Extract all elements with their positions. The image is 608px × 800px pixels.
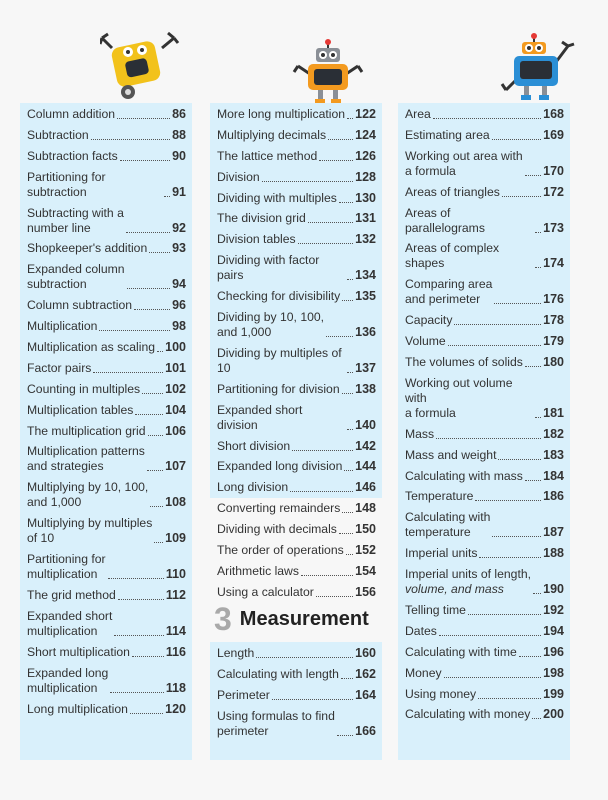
- dot-leader: [535, 267, 541, 268]
- dot-leader: [150, 506, 163, 507]
- toc-entry-title: Division: [217, 169, 260, 184]
- toc-entry-title: Working out area with a formula: [405, 148, 523, 178]
- toc-entry: [217, 170, 376, 185]
- dot-leader: [135, 414, 163, 415]
- toc-entry: [405, 687, 564, 702]
- toc-entry: [27, 516, 186, 546]
- toc-entry-title: Capacity: [405, 313, 453, 328]
- toc-entry-title: Calculating with money: [405, 707, 531, 722]
- toc-entry-page: 108: [165, 495, 186, 510]
- dot-leader: [91, 139, 170, 140]
- dot-leader: [117, 118, 170, 119]
- dot-leader: [439, 635, 541, 636]
- toc-entry-page: 178: [543, 313, 564, 328]
- toc-entry: [405, 448, 564, 463]
- toc-entry: [217, 253, 376, 283]
- toc-entry-page: 126: [355, 148, 376, 163]
- dot-leader: [339, 202, 353, 203]
- toc-entry-title: Estimating area: [405, 127, 490, 142]
- toc-entry: [27, 702, 186, 717]
- toc-entry-page: 183: [543, 447, 564, 462]
- toc-entry: [27, 262, 186, 292]
- toc-entry: [217, 211, 376, 226]
- toc-entry: [27, 128, 186, 143]
- dot-leader: [142, 393, 163, 394]
- toc-entry-page: 94: [172, 277, 186, 292]
- toc-entry: [217, 232, 376, 247]
- toc-entry: [217, 667, 376, 682]
- dot-leader: [301, 575, 353, 576]
- toc-entry: [405, 469, 564, 484]
- dot-leader: [126, 232, 170, 233]
- toc-entry-page: 179: [543, 334, 564, 349]
- toc-entry: [405, 185, 564, 200]
- dot-leader: [328, 139, 353, 140]
- toc-entry-page: 180: [543, 355, 564, 370]
- toc-entry: [217, 107, 376, 122]
- dot-leader: [298, 243, 354, 244]
- toc-entry-page: 182: [543, 426, 564, 441]
- toc-entry-title: Calculating with temperature: [405, 510, 491, 540]
- toc-entry-page: 196: [543, 644, 564, 659]
- toc-entry-page: 116: [165, 644, 186, 659]
- toc-entry-title: Short multiplication: [27, 644, 130, 659]
- toc-entry: [217, 310, 376, 340]
- toc-entry: [27, 206, 186, 236]
- toc-entry-page: 104: [165, 402, 186, 417]
- toc-entry-title: Telling time: [405, 603, 466, 618]
- toc-entry-title: Mass and weight: [405, 447, 497, 462]
- toc-entry-page: 199: [543, 686, 564, 701]
- toc-entry: [27, 361, 186, 376]
- toc-entry-title: Volume: [405, 334, 446, 349]
- toc-entry: [27, 149, 186, 164]
- dot-leader: [444, 677, 542, 678]
- toc-entry-title: Imperial units of length, volume, and mass: [405, 567, 532, 597]
- toc-entry-page: 200: [543, 707, 564, 722]
- robot-yellow-icon: [100, 30, 180, 105]
- dot-leader: [308, 222, 353, 223]
- dot-leader: [272, 699, 353, 700]
- toc-entry-page: 190: [543, 582, 564, 597]
- toc-entry-title: Calculating with length: [217, 666, 339, 681]
- toc-entry-page: 96: [172, 298, 186, 313]
- toc-entry-title: The order of operations: [217, 543, 344, 558]
- dot-leader: [479, 557, 541, 558]
- toc-entry-title: Column addition: [27, 107, 116, 121]
- toc-entry-page: 106: [165, 423, 186, 438]
- toc-entry-page: 184: [543, 468, 564, 483]
- toc-entry: [405, 427, 564, 442]
- dot-leader: [535, 417, 541, 418]
- toc-entry: [405, 707, 564, 722]
- dot-leader: [290, 491, 353, 492]
- toc-entry-page: 172: [543, 184, 564, 199]
- toc-entry-title: Area: [405, 107, 431, 121]
- toc-entry: [405, 334, 564, 349]
- toc-entry-title: Partitioning for division: [217, 381, 340, 396]
- toc-entry-title: Subtraction facts: [27, 148, 118, 163]
- toc-entry-page: 186: [543, 489, 564, 504]
- toc-entry-page: 118: [165, 680, 186, 695]
- toc-entry-page: 170: [543, 163, 564, 178]
- toc-entry: [217, 543, 376, 558]
- toc-entry-page: 131: [355, 211, 376, 226]
- toc-entry-page: 150: [355, 522, 376, 537]
- dot-leader: [342, 512, 353, 513]
- toc-entry-title: The multiplication grid: [27, 423, 146, 438]
- toc-entry-title: Money: [405, 665, 442, 680]
- toc-entry-page: 173: [543, 220, 564, 235]
- toc-entry-title: Using money: [405, 686, 477, 701]
- toc-entry-page: 90: [172, 148, 186, 163]
- dot-leader: [535, 232, 541, 233]
- toc-entry-title: Calculating with time: [405, 644, 517, 659]
- toc-entry-title: Long division: [217, 480, 289, 495]
- toc-entry-title: Mass: [405, 426, 435, 441]
- dot-leader: [132, 656, 164, 657]
- toc-entry: [217, 459, 376, 474]
- toc-entry-page: 130: [355, 190, 376, 205]
- toc-entry: [405, 624, 564, 639]
- toc-entry-title: Long multiplication: [27, 701, 128, 716]
- toc-entry: [405, 107, 564, 122]
- dot-leader: [147, 470, 163, 471]
- contents-column-measurement: [210, 642, 382, 760]
- dot-leader: [347, 372, 353, 373]
- toc-entry-title: Areas of triangles: [405, 184, 500, 199]
- toc-entry: [405, 313, 564, 328]
- toc-entry: [405, 603, 564, 618]
- toc-entry: [27, 552, 186, 582]
- toc-entry-title: Multiplying by 10, 100, and 1,000: [27, 480, 149, 510]
- toc-entry: [217, 346, 376, 376]
- dot-leader: [436, 438, 541, 439]
- toc-entry: [405, 546, 564, 561]
- toc-entry: [405, 376, 564, 421]
- toc-entry: [405, 241, 564, 271]
- toc-entry-title: Partitioning for multiplication: [27, 552, 106, 582]
- toc-entry: [27, 480, 186, 510]
- dot-leader: [492, 536, 541, 537]
- toc-entry-page: 166: [355, 723, 376, 738]
- toc-entry: [217, 191, 376, 206]
- robot-orange-icon: [288, 38, 368, 106]
- toc-entry-title: Using formulas to find perimeter: [217, 708, 335, 738]
- contents-column-1: [20, 103, 192, 760]
- toc-entry-page: 160: [355, 646, 376, 660]
- section-heading: [214, 603, 369, 635]
- toc-entry-page: 140: [355, 417, 376, 432]
- toc-entry-title: Dividing with decimals: [217, 522, 337, 537]
- toc-entry-title: Dates: [405, 623, 437, 638]
- toc-entry-page: 112: [165, 588, 186, 603]
- dot-leader: [492, 139, 541, 140]
- toc-entry-title: Expanded long multiplication: [27, 665, 109, 695]
- dot-leader: [346, 554, 353, 555]
- toc-entry-page: 132: [355, 232, 376, 247]
- toc-entry-page: 136: [355, 325, 376, 340]
- toc-entry: [405, 206, 564, 236]
- toc-entry: [27, 403, 186, 418]
- toc-entry-title: Dividing by multiples of 10: [217, 345, 342, 375]
- toc-entry-title: Expanded long division: [217, 459, 343, 474]
- toc-entry-page: 174: [543, 256, 564, 271]
- toc-entry-title: Expanded column subtraction: [27, 262, 125, 292]
- toc-entry-page: 148: [355, 501, 376, 516]
- toc-entry: [217, 289, 376, 304]
- dot-leader: [110, 692, 164, 693]
- toc-entry: [405, 355, 564, 370]
- toc-entry-page: 181: [543, 405, 564, 420]
- contents-column-2: [210, 103, 382, 599]
- toc-entry-title: The volumes of solids: [405, 355, 523, 370]
- toc-entry: [405, 149, 564, 179]
- toc-entry-title: Converting remainders: [217, 501, 341, 516]
- toc-entry-title: Dividing by 10, 100, and 1,000: [217, 310, 325, 340]
- toc-entry-page: 124: [355, 127, 376, 142]
- dot-leader: [149, 252, 170, 253]
- toc-entry-title: Perimeter: [217, 687, 270, 702]
- toc-entry: [217, 564, 376, 579]
- toc-entry-page: 86: [172, 107, 186, 121]
- toc-entry-page: 194: [543, 623, 564, 638]
- dot-leader: [502, 196, 541, 197]
- dot-leader: [127, 288, 171, 289]
- toc-entry-page: 146: [355, 480, 376, 495]
- dot-leader: [262, 181, 353, 182]
- toc-entry-page: 101: [165, 360, 186, 375]
- dot-leader: [468, 614, 541, 615]
- dot-leader: [339, 533, 353, 534]
- toc-entry: [217, 403, 376, 433]
- toc-entry: [217, 522, 376, 537]
- toc-entry-title: Shopkeeper's addition: [27, 241, 148, 256]
- toc-entry: [217, 501, 376, 516]
- toc-entry-title: Expanded short multiplication: [27, 608, 113, 638]
- toc-entry-page: 110: [165, 567, 186, 582]
- toc-entry-page: 91: [172, 184, 186, 199]
- dot-leader: [342, 393, 354, 394]
- toc-entry-page: 168: [543, 107, 564, 121]
- toc-entry: [27, 319, 186, 334]
- toc-entry-title: Length: [217, 646, 255, 660]
- dot-leader: [316, 596, 353, 597]
- toc-entry: [217, 709, 376, 739]
- toc-entry: [217, 439, 376, 454]
- toc-entry: [217, 688, 376, 703]
- toc-entry: [217, 646, 376, 661]
- toc-entry-page: 122: [355, 107, 376, 121]
- dot-leader: [256, 657, 353, 658]
- toc-entry-title: The lattice method: [217, 148, 318, 163]
- dot-leader: [341, 678, 353, 679]
- toc-entry: [405, 645, 564, 660]
- toc-entry-title: Column subtraction: [27, 298, 132, 313]
- dot-leader: [347, 279, 353, 280]
- toc-entry-title: Multiplication tables: [27, 402, 134, 417]
- toc-entry-page: 192: [543, 603, 564, 618]
- toc-entry: [27, 298, 186, 313]
- toc-entry: [217, 128, 376, 143]
- toc-entry-page: 128: [355, 169, 376, 184]
- toc-entry-page: 135: [355, 289, 376, 304]
- toc-entry-page: 88: [172, 127, 186, 142]
- toc-entry-title: Areas of complex shapes: [405, 241, 500, 271]
- toc-entry-title: Multiplying decimals: [217, 127, 327, 142]
- toc-entry-title: Factor pairs: [27, 360, 92, 375]
- toc-entry: [217, 382, 376, 397]
- toc-entry: [27, 645, 186, 660]
- toc-entry-title: More long multiplication: [217, 107, 346, 121]
- toc-entry-page: 188: [543, 546, 564, 561]
- dot-leader: [120, 160, 170, 161]
- dot-leader: [519, 656, 541, 657]
- toc-entry-page: 109: [165, 531, 186, 546]
- toc-entry-page: 164: [355, 687, 376, 702]
- toc-entry: [27, 340, 186, 355]
- toc-entry-title: Multiplying by multiples of 10: [27, 516, 153, 546]
- dot-leader: [525, 366, 541, 367]
- dot-leader: [108, 578, 164, 579]
- toc-entry-title: Short division: [217, 438, 291, 453]
- toc-entry-page: 120: [165, 701, 186, 716]
- dot-leader: [347, 118, 353, 119]
- toc-entry-title: Partitioning for subtraction: [27, 169, 106, 199]
- toc-entry-title: Multiplication: [27, 319, 98, 334]
- dot-leader: [344, 470, 353, 471]
- toc-entry-page: 92: [172, 220, 186, 235]
- toc-entry-page: 154: [355, 563, 376, 578]
- toc-entry-title: Working out volume with a formula: [405, 375, 513, 420]
- toc-entry: [405, 567, 564, 597]
- toc-entry-title: Division tables: [217, 232, 296, 247]
- toc-entry: [27, 588, 186, 603]
- dot-leader: [433, 118, 541, 119]
- toc-entry-page: 107: [165, 459, 186, 474]
- toc-entry-title: Multiplication patterns and strategies: [27, 444, 145, 474]
- dot-leader: [154, 542, 163, 543]
- toc-entry: [27, 444, 186, 474]
- toc-entry-title: Dividing with multiples: [217, 190, 337, 205]
- toc-entry-title: Using a calculator: [217, 584, 314, 599]
- dot-leader: [454, 324, 541, 325]
- toc-entry-title: Multiplication as scaling: [27, 340, 156, 355]
- dot-leader: [319, 160, 353, 161]
- toc-entry: [217, 149, 376, 164]
- toc-entry-title: Checking for divisibility: [217, 289, 341, 304]
- dot-leader: [347, 429, 353, 430]
- dot-leader: [342, 300, 353, 301]
- toc-entry-title: Temperature: [405, 489, 474, 504]
- toc-entry: [217, 480, 376, 495]
- dot-leader: [525, 175, 541, 176]
- toc-entry: [405, 277, 564, 307]
- toc-entry-title: The division grid: [217, 211, 306, 226]
- dot-leader: [148, 435, 164, 436]
- toc-entry-title: Counting in multiples: [27, 381, 141, 396]
- dot-leader: [475, 500, 541, 501]
- toc-entry: [27, 107, 186, 122]
- toc-entry: [217, 585, 376, 600]
- toc-entry-page: 144: [355, 459, 376, 474]
- toc-entry: [27, 424, 186, 439]
- toc-entry-title: Comparing area and perimeter: [405, 277, 493, 307]
- dot-leader: [118, 599, 164, 600]
- toc-entry-page: 102: [165, 381, 186, 396]
- toc-entry-page: 137: [355, 360, 376, 375]
- dot-leader: [93, 372, 163, 373]
- robot-blue-icon: [498, 32, 580, 104]
- toc-entry: [27, 241, 186, 256]
- toc-entry-page: 156: [355, 584, 376, 599]
- toc-entry-page: 169: [543, 127, 564, 142]
- toc-entry: [27, 609, 186, 639]
- dot-leader: [337, 735, 353, 736]
- toc-entry: [27, 666, 186, 696]
- toc-entry-page: 100: [165, 340, 186, 355]
- dot-leader: [533, 593, 541, 594]
- dot-leader: [498, 459, 541, 460]
- toc-entry-title: Subtraction: [27, 127, 89, 142]
- dot-leader: [114, 635, 163, 636]
- dot-leader: [448, 345, 541, 346]
- toc-entry-page: 162: [355, 666, 376, 681]
- toc-entry-title: Subtracting with a number line: [27, 205, 124, 235]
- toc-entry-title: Expanded short division: [217, 402, 303, 432]
- toc-entry: [405, 489, 564, 504]
- toc-entry-title: Areas of parallelograms: [405, 205, 485, 235]
- toc-entry: [405, 510, 564, 540]
- dot-leader: [292, 450, 353, 451]
- contents-column-3: [398, 103, 570, 760]
- dot-leader: [99, 330, 170, 331]
- toc-entry: [27, 382, 186, 397]
- dot-leader: [164, 196, 170, 197]
- toc-entry-title: The grid method: [27, 588, 116, 603]
- toc-entry-page: 176: [543, 292, 564, 307]
- toc-entry-page: 152: [355, 543, 376, 558]
- toc-entry-page: 187: [543, 525, 564, 540]
- section-number: 3: [214, 601, 232, 637]
- toc-entry: [405, 128, 564, 143]
- toc-entry-page: 93: [172, 241, 186, 256]
- dot-leader: [326, 336, 353, 337]
- toc-entry-page: 98: [172, 319, 186, 334]
- dot-leader: [494, 303, 541, 304]
- toc-entry: [405, 666, 564, 681]
- toc-entry-page: 138: [355, 381, 376, 396]
- dot-leader: [525, 480, 541, 481]
- dot-leader: [532, 718, 541, 719]
- toc-entry-page: 114: [165, 623, 186, 638]
- toc-entry: [27, 170, 186, 200]
- dot-leader: [478, 698, 541, 699]
- toc-entry-page: 142: [355, 438, 376, 453]
- toc-entry-page: 198: [543, 665, 564, 680]
- toc-entry-page: 134: [355, 268, 376, 283]
- section-title: Measurement: [239, 607, 369, 630]
- toc-entry-title: Imperial units: [405, 546, 478, 561]
- toc-entry-title: Dividing with factor pairs: [217, 253, 320, 283]
- toc-entry-title: Calculating with mass: [405, 468, 523, 483]
- toc-entry-title: Arithmetic laws: [217, 563, 299, 578]
- dot-leader: [130, 713, 163, 714]
- dot-leader: [157, 351, 163, 352]
- dot-leader: [134, 309, 170, 310]
